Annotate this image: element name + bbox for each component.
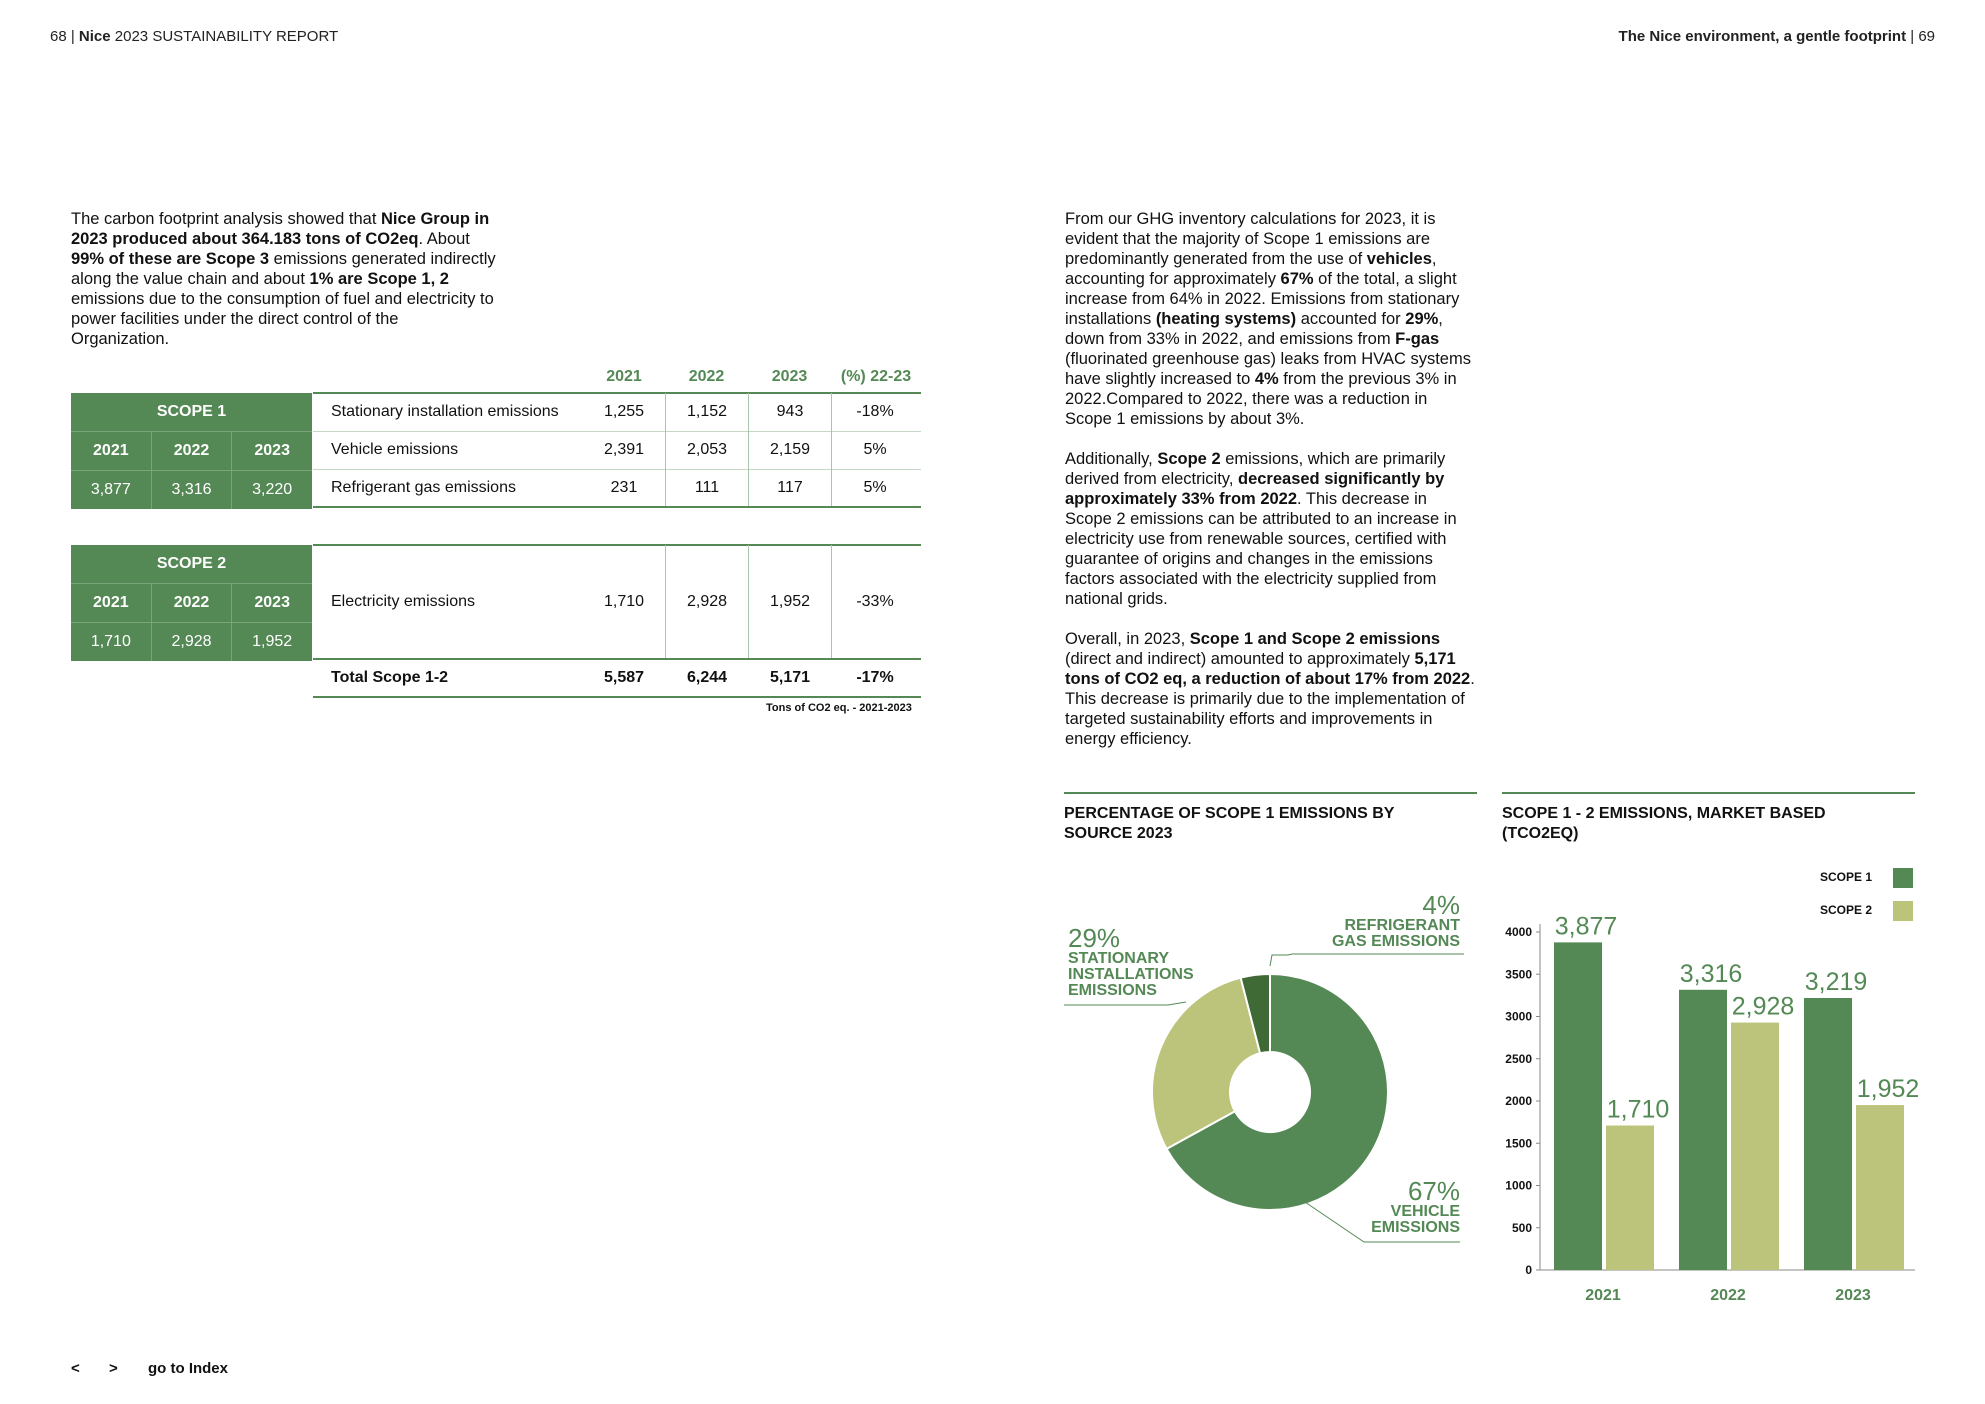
col-header-2022: 2022 <box>688 368 725 385</box>
y-tick-label: 2500 <box>1505 1051 1532 1066</box>
pie-label-refrigerant <box>1270 892 1460 950</box>
row-value-2023: 2,159 <box>769 441 811 458</box>
scope2-value: 2,928 <box>152 623 233 661</box>
row-change: 5% <box>863 479 887 496</box>
row-value-2021: 1,255 <box>603 403 645 420</box>
bar-value-label: 3,219 <box>1804 967 1868 996</box>
row-value-2023: 5,171 <box>769 669 811 686</box>
bar <box>1804 998 1852 1270</box>
bar-value-label: 2,928 <box>1731 992 1795 1021</box>
y-tick-label: 2000 <box>1505 1094 1532 1108</box>
row-value-2023: 117 <box>777 479 803 496</box>
legend-scope2-label: SCOPE 2 <box>1820 903 1873 917</box>
pie-slice-name: VEHICLE EMISSIONS <box>1371 1203 1460 1236</box>
report-title: 2023 SUSTAINABILITY REPORT <box>114 28 339 45</box>
row-label: Refrigerant gas emissions <box>331 479 516 496</box>
col-header-2023: 2023 <box>771 368 808 385</box>
row-value-2022: 111 <box>694 479 720 496</box>
pie-percent: 29% <box>1068 923 1121 953</box>
pie-chart-title: PERCENTAGE OF SCOPE 1 EMISSIONS BY SOURCE 2023 <box>1064 805 1395 842</box>
right-page-header: The Nice environment, a gentle footprint | 69 <box>1618 28 1935 45</box>
bar-value-label: 3,316 <box>1679 959 1743 988</box>
bar <box>1554 942 1602 1270</box>
scope1-year: 2023 <box>254 442 290 459</box>
bar-value-label: 1,710 <box>1606 1095 1670 1124</box>
row-change: -18% <box>856 403 894 420</box>
scope1-title: SCOPE 1 <box>156 403 227 420</box>
bar <box>1606 1126 1654 1270</box>
row-value-2021: 2,391 <box>603 441 645 458</box>
pie-slice-name: STATIONARY INSTALLATIONS EMISSIONS <box>1068 950 1194 999</box>
row-label: Electricity emissions <box>331 593 476 610</box>
bar <box>1731 1023 1779 1270</box>
row-label: Total Scope 1-2 <box>331 669 449 686</box>
table-unit-note: Tons of CO2 eq. - 2021-2023 <box>766 702 912 714</box>
table-total-row <box>313 659 921 697</box>
bar-value-label: 1,952 <box>1856 1075 1920 1104</box>
scope2-year: 2023 <box>254 594 290 611</box>
next-page-button[interactable]: > <box>109 1360 118 1377</box>
row-value-2021: 231 <box>610 479 638 496</box>
y-tick-label: 4000 <box>1505 925 1532 939</box>
pie-label-stationary <box>1068 925 1228 999</box>
section-rule <box>1502 792 1915 794</box>
y-tick-label: 3500 <box>1505 967 1532 982</box>
scope1-year: 2022 <box>152 432 233 470</box>
x-category-label: 2021 <box>1585 1287 1621 1300</box>
leader-line-refrigerant <box>1270 954 1464 966</box>
row-label: Stationary installation emissions <box>331 403 559 420</box>
row-change: -17% <box>856 669 894 686</box>
row-change: -33% <box>856 593 894 610</box>
y-tick-label: 1000 <box>1505 1178 1532 1193</box>
scope2-year: 2021 <box>71 584 152 622</box>
paragraph: Additionally, Scope 2 emissions, which are primarily derived from electricity, decreased significantly by approximately 33% from 2022. This decrease in Scope 2 emissions can be attributed to an increase in electricity use from renewable sources, certified with guarantee of origins and changes in the emissions factors associated with the electricity supplied from national grids. <box>1065 450 1457 608</box>
leader-line-stationary <box>1064 1002 1186 1005</box>
x-category-label: 2023 <box>1835 1287 1871 1300</box>
row-value-2021: 5,587 <box>603 669 645 686</box>
paragraph: Overall, in 2023, Scope 1 and Scope 2 emissions (direct and indirect) amounted to approximately 5,171 tons of CO2 eq, a reduction of about 17% from 2022. This decrease is primarily due to the implementation of targeted sustainability efforts and improvements in energy efficiency. <box>1065 630 1475 748</box>
scope2-summary-box <box>71 545 312 661</box>
pie-percent: 4% <box>1422 890 1460 920</box>
intro-paragraph: The carbon footprint analysis showed that Nice Group in 2023 produced about 364.183 tons of CO2eq. About 99% of these are Scope 3 emissions generated indirectly along the value chain and about 1% are Scope 1, 2 emissions due to the consumption of fuel and electricity to power facilities under the direct control of the Organization. <box>71 210 496 348</box>
left-page-number: 68 <box>50 28 67 45</box>
y-tick-label: 3000 <box>1505 1009 1532 1024</box>
scope1-value: 3,220 <box>252 481 293 498</box>
row-change: 5% <box>863 441 887 458</box>
right-page-number: 69 <box>1918 28 1935 45</box>
col-header-2021: 2021 <box>606 368 642 385</box>
y-tick-label: 500 <box>1511 1220 1532 1235</box>
pie-label-vehicle <box>1300 1178 1460 1236</box>
bar <box>1679 990 1727 1270</box>
bar-chart <box>1490 880 1930 1300</box>
section-title: The Nice environment, a gentle footprint <box>1618 28 1907 45</box>
table-row <box>313 431 921 469</box>
row-value-2021: 1,710 <box>603 593 645 610</box>
scope2-title: SCOPE 2 <box>156 555 227 572</box>
row-value-2022: 2,053 <box>686 441 728 458</box>
paragraph: From our GHG inventory calculations for 2023, it is evident that the majority of Scope 1 emissions are predominantly generated from the use of vehicles, accounting for approximately 67% of the total, a slight increase from 64% in 2022. Emissions from stationary installations (heating systems) accounted for 29%, down from 33% in 2022, and emissions from F-gas (fluorinated greenhouse gas) leaks from HVAC systems have slightly increased to 4% from the previous 3% in 2022.Compared to 2022, there was a reduction in Scope 1 emissions by about 3%. <box>1065 210 1471 428</box>
table-row <box>313 393 921 431</box>
row-value-2022: 1,152 <box>686 403 728 420</box>
right-text-block <box>1065 209 1477 769</box>
row-label: Vehicle emissions <box>331 441 459 458</box>
x-category-label: 2022 <box>1710 1287 1746 1300</box>
pie-slice-name: REFRIGERANT GAS EMISSIONS <box>1331 917 1460 950</box>
bar-value-label: 3,877 <box>1554 912 1618 941</box>
section-rule <box>1064 792 1477 794</box>
left-page-header: 68 | Nice 2023 SUSTAINABILITY REPORT <box>50 28 339 45</box>
y-tick-label: 0 <box>1525 1263 1532 1277</box>
scope1-value: 3,316 <box>152 471 233 509</box>
scope2-year: 2022 <box>152 584 233 622</box>
row-value-2022: 6,244 <box>686 669 728 686</box>
bar <box>1856 1105 1904 1270</box>
row-value-2023: 1,952 <box>769 593 811 610</box>
scope2-value: 1,952 <box>252 633 293 650</box>
bar-chart-title: SCOPE 1 - 2 EMISSIONS, MARKET BASED (TCO2EQ) <box>1502 805 1826 842</box>
col-header-change: (%) 22-23 <box>840 368 912 385</box>
prev-page-button[interactable]: < <box>71 1360 80 1377</box>
scope1-year: 2021 <box>71 432 152 470</box>
table-row <box>313 583 921 621</box>
row-value-2022: 2,928 <box>686 593 728 610</box>
go-to-index-link[interactable]: go to Index <box>148 1360 228 1377</box>
scope1-value: 3,877 <box>71 471 152 509</box>
table-row <box>313 469 921 507</box>
legend-scope1-label: SCOPE 1 <box>1820 870 1873 884</box>
brand-name: Nice <box>78 28 111 45</box>
row-value-2023: 943 <box>776 403 804 420</box>
y-tick-label: 1500 <box>1505 1136 1532 1151</box>
pie-percent: 67% <box>1407 1176 1460 1206</box>
scope1-summary-box <box>71 393 312 509</box>
scope2-value: 1,710 <box>71 623 152 661</box>
table-rule <box>313 544 921 546</box>
